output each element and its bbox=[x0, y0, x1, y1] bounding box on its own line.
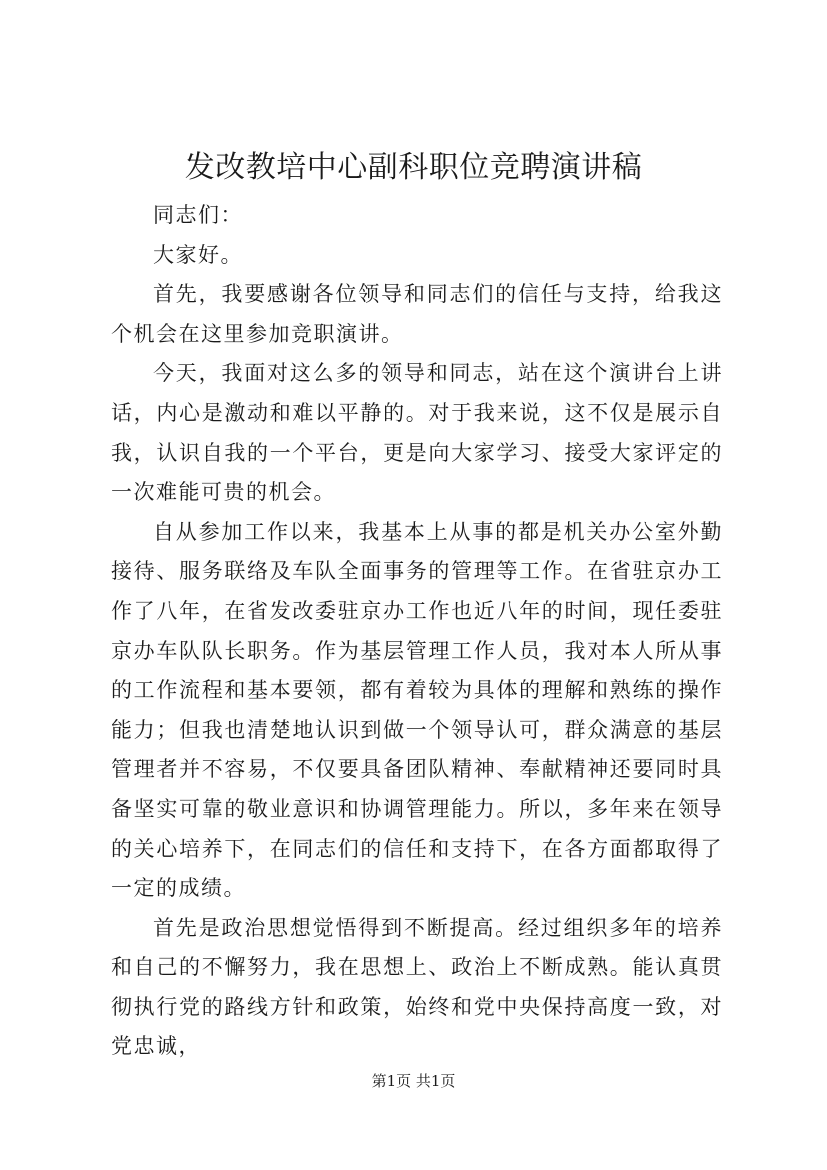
paragraph-salutation: 同志们： bbox=[153, 203, 243, 227]
paragraph: 首先是政治思想觉悟得到不断提高。经过组织多年的培养和自己的不懈努力，我在思想上、政治上不断成熟。能认真贯彻执行党的路线方针和政策，始终和党中央保持高度一致，对党忠诚， bbox=[111, 915, 723, 1059]
page-number-footer: 第1页 共1页 bbox=[371, 1072, 456, 1090]
paragraph: 自从参加工作以来，我基本上从事的都是机关办公室外勤接待、服务联络及车队全面事务的管理等工作。在省驻京办工作了八年，在省发改委驻京办工作也近八年的时间，现任委驻京办车队队长职务。作为基层管理工作人员，我对本人所从事的工作流程和基本要领，都有着较为具体的理解和熟练的操作能力；但我也清楚地认识到做一个领导认可，群众满意的基层管理者并不容易，不仅要具备团队精神、奉献精神还要同时具备坚实可靠的敬业意识和协调管理能力。所以，多年来在领导的关心培养下，在同志们的信任和支持下，在各方面都取得了一定的成绩。 bbox=[111, 519, 723, 901]
document-title: 发改教培中心副科职位竞聘演讲稿 bbox=[184, 150, 643, 185]
paragraph: 首先，我要感谢各位领导和同志们的信任与支持，给我这个机会在这里参加竞职演讲。 bbox=[111, 282, 723, 346]
paragraph-greeting: 大家好。 bbox=[153, 242, 243, 267]
paragraph: 今天，我面对这么多的领导和同志，站在这个演讲台上讲话，内心是激动和难以平静的。对于我来说，这不仅是展示自我，认识自我的一个平台，更是向大家学习、接受大家评定的一次难能可贵的机会。 bbox=[111, 361, 723, 505]
document-body bbox=[111, 196, 723, 1067]
